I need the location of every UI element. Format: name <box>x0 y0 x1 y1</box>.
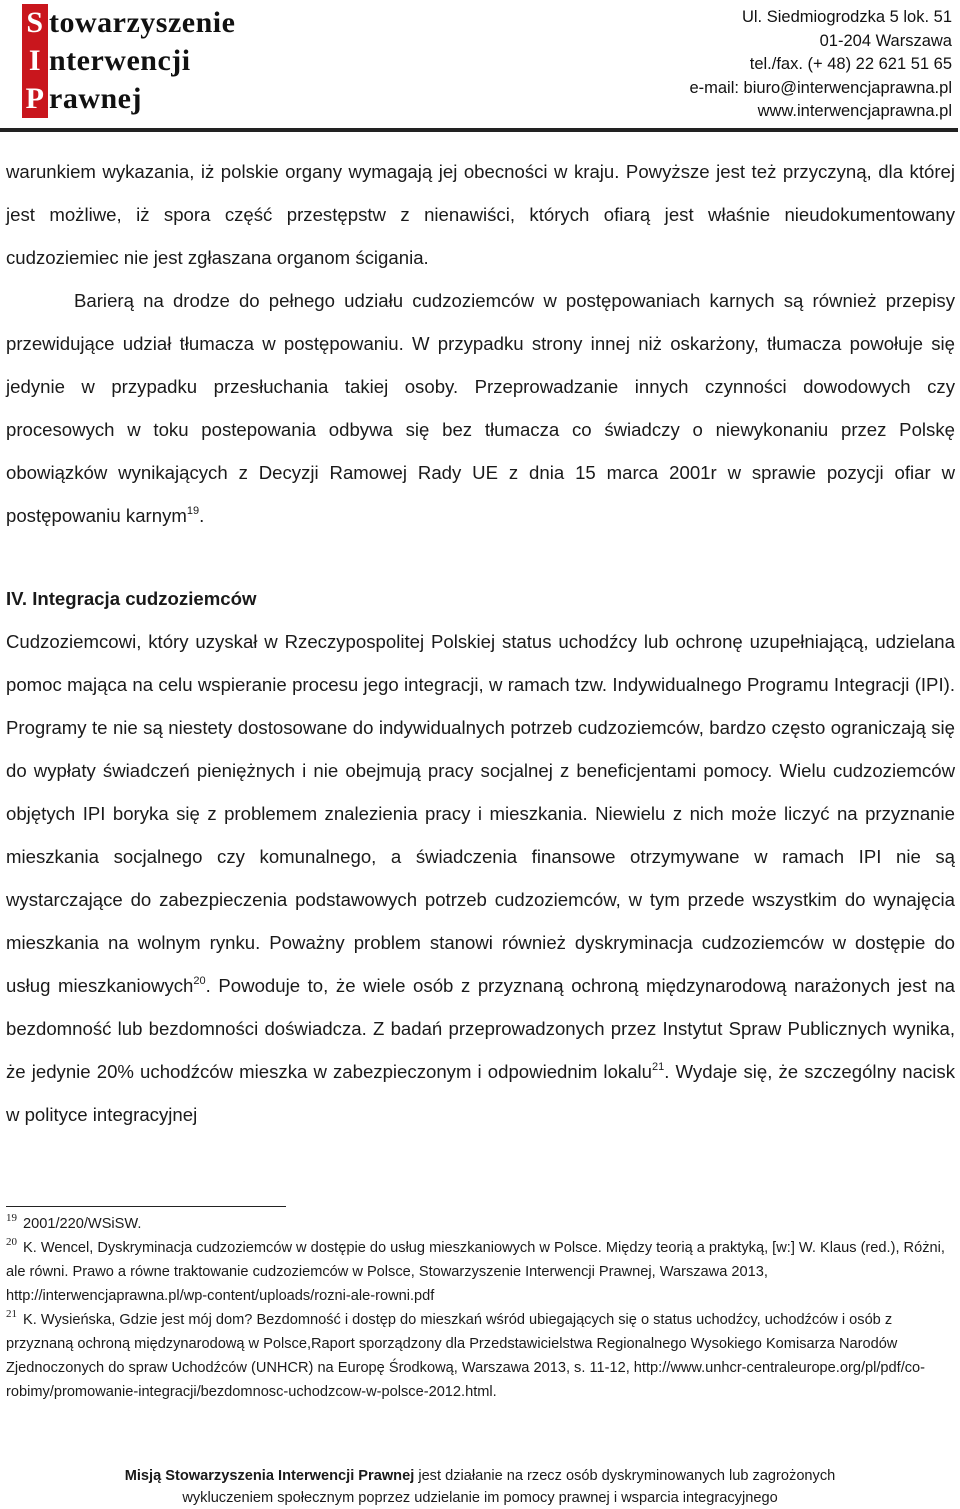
contact-postal-code: 01-204 Warszawa <box>819 31 952 50</box>
footnote-ref-20[interactable]: 20 <box>193 975 206 987</box>
footnote-ref-21[interactable]: 21 <box>652 1061 665 1073</box>
page-footer <box>0 1465 960 1509</box>
paragraph-1: warunkiem wykazania, iż polskie organy wymagają jej obecności w kraju. Powyższe jest też przyczyną, dla której jest możliwe, iż spora część przestępstw z nienawiści, których ofiarą jest właśnie nieudokumentowany cudzoziemiec nie jest zgłaszana organom ścigania. <box>6 161 955 268</box>
footnote-21: $^{21}$ K. Wysieńska, Gdzie jest mój dom? Bezdomność i dostęp do mieszkań wśród ubiegających się o status uchodźcy, uchodźców i osób z przyznaną ochroną międzynarodową w Polsce,Raport sporządzony dla Przedstawicielstwa Regionalnego Wysokiego Komisarza Narodów Zjednoczonych do spraw Uchodźców (UNHCR) na Europę Środkową, Warszawa 2013, s. 11-12, http://www.unhcr-centraleurope.org/pl/pdf/co-robimy/promowanie-integracji/bezdomnosc-uchodzcow-w-polsce-2012.html. <box>6 1308 926 1400</box>
footnote-19: $^{19}$ 2001/220/WSiSW. <box>6 1212 142 1232</box>
contact-address: Ul. Siedmiogrodzka 5 lok. 51 <box>741 8 952 26</box>
footnotes <box>6 1212 955 1404</box>
contact-website[interactable]: www.interwencjaprawna.pl <box>757 102 952 120</box>
footer-line-2: wykluczeniem społecznym poprzez udzielanie im pomocy prawnej i wsparcia integracyjnego <box>182 1490 778 1506</box>
organization-logo <box>22 4 235 118</box>
contact-phone: tel./fax. (+ 48) 22 621 51 65 <box>749 55 952 73</box>
main-content <box>6 150 955 1136</box>
footnote-20: $^{20}$ K. Wencel, Dyskryminacja cudzoziemców w dostępie do usług mieszkaniowych w Polsce. Między teorią a praktyką, [w:] W. Klaus (red.), Różni, ale równi. Prawo a równe traktowanie cudzoziemców w Polsce, Stowarzyszenie Interwencji Prawnej, Warszawa 2013, http://interwencjaprawna.pl/wp-content/uploads/rozni-ale-rowni.pdf <box>6 1236 945 1304</box>
logo-line-1: S towarzyszenie <box>22 4 235 42</box>
footnote-ref-19[interactable]: 19 <box>186 505 200 517</box>
logo-line-3: P rawnej <box>22 80 235 118</box>
paragraph-3: Cudzoziemcowi, który uzyskał w Rzeczypospolitej Polskiej status uchodźcy lub ochronę uzupełniającą, udzielana pomoc mająca na celu wspieranie procesu jego integracji, w ramach tzw. Indywidualnego Programu Integracji (IPI). Programy te nie są niestety dostosowane do indywidualnych potrzeb cudzoziemców, bardzo często ograniczają się do wypłaty świadczeń pieniężnych i nie obejmują pracy socjalnej z beneficjentami pomocy. Wielu cudzoziemców objętych IPI boryka się z problemem znalezienia pracy i mieszkania. Niewielu z nich może liczyć na przyznanie mieszkania socjalnego czy komunalnego, a świadczenia finansowe otrzymywane w ramach IPI nie są wystarczające do zabezpieczenia podstawowych potrzeb cudzoziemców, w tym przede wszystkim do wynajęcia mieszkania na wolnym rynku. Poważny problem stanowi również dyskryminacja cudzoziemców w dostępie do usług mieszkaniowych$^{20}$. Powoduje to, że wiele osób z przyznaną ochroną międzynarodową narażonych jest na bezdomność lub bezdomności doświadcza. Z badań przeprowadzonych przez Instytut Spraw Publicznych wynika, że jedynie 20% uchodźców mieszka w zabezpieczonym i odpowiednim lokalu$^{21}$. Wydaje się, że szczególny nacisk w polityce integracyjnej <box>6 631 956 1125</box>
header-divider <box>0 128 958 132</box>
logo-line-2: I nterwencji <box>22 42 235 80</box>
footer-line-1: Misją Stowarzyszenia Interwencji Prawnej jest działanie na rzecz osób dyskryminowanych lub zagrożonych <box>124 1468 836 1484</box>
contact-block <box>689 6 952 124</box>
paragraph-2: Barierą na drodze do pełnego udziału cudzoziemców w postępowaniach karnych są również przepisy przewidujące udział tłumacza w postępowaniu. W przypadku strony innej niż oskarżony, tłumacza powołuje się jedynie w przypadku przesłuchania takiej osoby. Przeprowadzanie innych czynności dowodowych czy procesowych w toku postepowania odbywa się bez tłumacza co świadczy o niewykonaniu przez Polskę obowiązków wynikających z Decyzji Ramowej Rady UE z dnia 15 marca 2001r w sprawie pozycji ofiar w postępowaniu karnym$^{19}$. <box>6 290 955 526</box>
section-heading: IV. Integracja cudzoziemców <box>6 588 257 609</box>
paragraph-2-text: Barierą na drodze do pełnego udziału cudzoziemców w postępowaniach karnych są również przepisy przewidujące udział tłumacza w postępowaniu. W przypadku strony innej niż oskarżony, tłumacza powołuje się jedynie w przypadku przesłuchania takiej osoby. Przeprowadzanie innych czynności dowodowych czy procesowych w toku postepowania odbywa się bez tłumacza co świadczy o niewykonaniu przez Polskę obowiązków wynikających z Decyzji Ramowej Rady UE z dnia 15 marca 2001r w sprawie pozycji ofiar w postępowaniu karnym <box>6 290 955 526</box>
footnote-divider <box>6 1206 286 1207</box>
contact-email[interactable]: e-mail: biuro@interwencjaprawna.pl <box>689 78 952 97</box>
page-header <box>0 0 960 132</box>
